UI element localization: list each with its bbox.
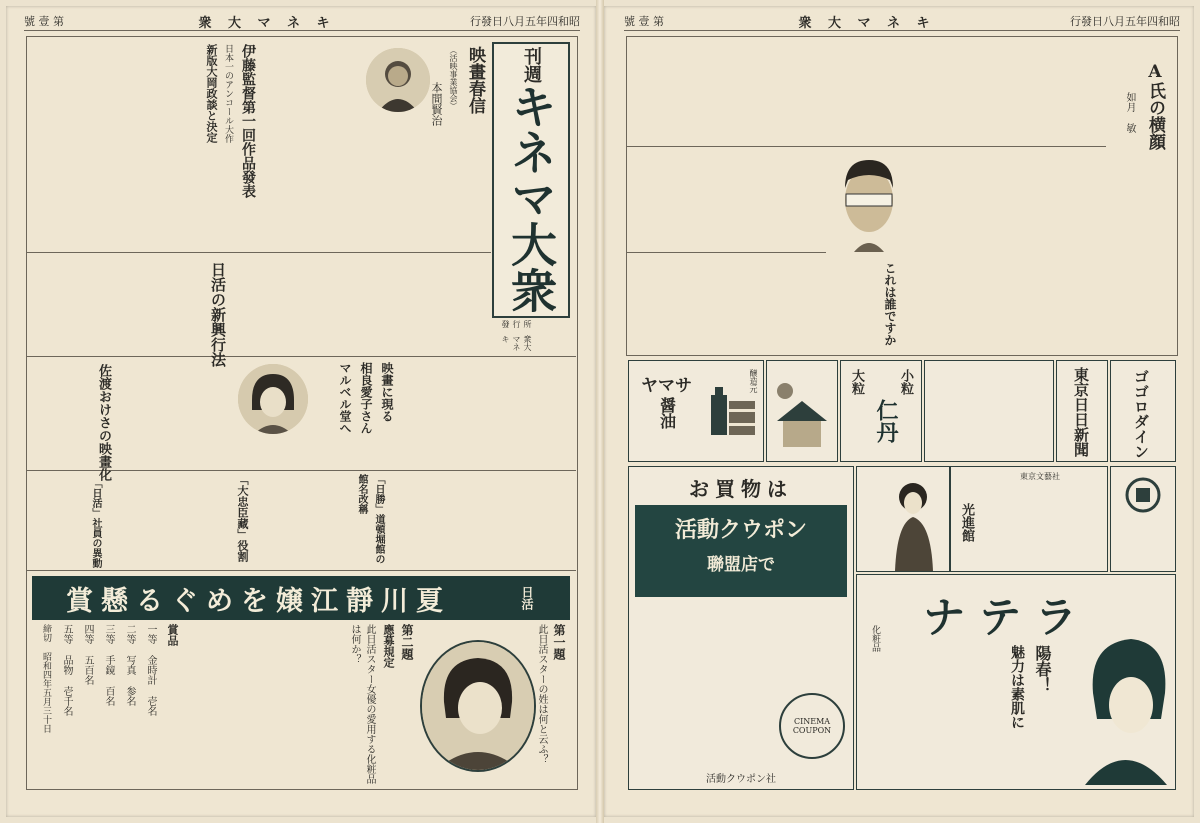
prize-3: 三等 手鏡 百名 <box>103 624 114 706</box>
kimono-ad[interactable] <box>856 466 950 572</box>
author-portrait <box>366 48 430 112</box>
actress-portrait <box>238 364 308 434</box>
left-rule-4 <box>26 570 576 571</box>
feature-text-5 <box>1110 250 1170 350</box>
feature-title-group <box>1112 62 1168 242</box>
actress-caption-1: 映畫に現る <box>380 362 394 422</box>
gorgo-text: ゴゴロダイン <box>1132 369 1150 459</box>
staff-headline: 「日活」社員の異動 <box>90 478 101 568</box>
ito-headline-group <box>184 44 258 248</box>
ito-sub-1: 日本一のアンコール大作 <box>223 44 233 143</box>
feature-text-4 <box>910 150 1106 350</box>
feature-text-2 <box>630 150 826 248</box>
left-rule-1 <box>26 252 491 253</box>
contest-rules: 應募規定 <box>382 624 395 668</box>
text-ad-copy <box>929 365 1049 457</box>
question-2-group <box>349 624 416 784</box>
prize-2: 二等 写真 参名 <box>124 624 135 706</box>
right-masthead-date: 行發日八月五年四和昭 <box>1069 15 1180 28</box>
right-masthead-title: 衆 大 マ ネ キ <box>798 15 936 31</box>
jintan-tag: 大粒 <box>849 369 864 395</box>
left-article-text-4 <box>236 258 486 352</box>
emblem-icon <box>1125 477 1161 513</box>
left-rule-2 <box>26 356 576 357</box>
naterra-brand: ナテラ <box>923 593 1092 642</box>
publisher-label: 所行發 <box>501 320 532 328</box>
coupon-body-text <box>637 597 787 737</box>
kimono-lady-icon <box>857 467 949 571</box>
naterra-note: 化粧品 <box>870 625 880 652</box>
feature-title: A氏の横顔 <box>1145 62 1165 150</box>
left-article-text-10 <box>254 474 346 566</box>
contest-banner-text: 賞懸るぐめを嬢江靜川夏 <box>66 585 451 617</box>
jintan-brand: 仁丹 <box>873 399 899 443</box>
left-article-text-1 <box>262 40 360 248</box>
ito-sub-2: 新版大岡政談と決定 <box>205 44 218 143</box>
masked-face-icon <box>832 150 906 260</box>
feature-author: 如月 敏 <box>1124 92 1135 133</box>
left-masthead <box>24 12 580 31</box>
question-2-label: 第二題 <box>400 624 414 660</box>
coupon-badge-text: CINEMA COUPON <box>792 717 832 735</box>
quiz-question: これは誰ですか <box>883 262 897 346</box>
sado-headline: 佐渡おけさの映畫化 <box>96 364 111 481</box>
tokyo-nichinichi-text: 東京日日新聞 <box>1072 367 1090 457</box>
actress-caption-group <box>312 362 396 466</box>
publisher-name: 衆大マネキ <box>501 335 532 352</box>
coupon-head: 活動クウポン <box>674 517 807 543</box>
house-illustration-icon <box>767 361 837 461</box>
right-masthead-issue: 號 壹 第 <box>624 15 664 28</box>
left-masthead-title: 衆 大 マ ネ キ <box>198 15 336 31</box>
question-1-label: 第一題 <box>552 624 566 660</box>
yamasa-label: 醸造元 <box>749 369 758 393</box>
feature-text-1 <box>630 40 1108 142</box>
weekly-label: 刊週 <box>521 47 542 83</box>
prize-1: 一等 金時計 壱名 <box>145 624 156 716</box>
left-article-text-2 <box>30 40 180 248</box>
contest-rules-text <box>184 624 356 784</box>
prize-5: 五等 品物 壱千名 <box>61 624 72 716</box>
column-title-group <box>432 46 488 246</box>
gorgo-small-ad[interactable] <box>950 466 1108 572</box>
shopping-title: お買物は <box>689 477 793 501</box>
left-article-text-9 <box>106 474 206 566</box>
coupon-badge <box>779 693 845 759</box>
jintan-tag2: 小粒 <box>898 369 913 395</box>
naterra-tag2: 魅力は素肌に <box>1009 645 1025 729</box>
jintan-ad[interactable] <box>840 360 922 462</box>
text-ad-block[interactable] <box>924 360 1054 462</box>
yamasa-ad[interactable] <box>628 360 764 462</box>
naterra-lady-icon <box>1075 623 1171 785</box>
left-article-text-3 <box>30 258 200 352</box>
question-2-text: 此日活スター女優の愛用する化粧品は何か？ <box>349 624 375 784</box>
contest-deadline: 締切 昭和四年五月三十日 <box>41 624 51 733</box>
prize-heading: 賞品 <box>166 624 179 646</box>
naterra-tag-group <box>1007 645 1054 755</box>
question-1-text: 此日活スターの姓は何と云ふ？ <box>536 624 547 764</box>
quiz-face-box <box>832 150 906 350</box>
contest-banner <box>32 576 570 620</box>
coupon-sub: 聯盟店で <box>707 555 775 575</box>
right-masthead <box>624 12 1180 31</box>
left-article-text-5 <box>400 362 570 466</box>
left-article-text-7 <box>30 362 90 466</box>
column-heading: 映畫春信 <box>465 46 485 114</box>
yamasa-brand: ヤマサ <box>641 376 692 396</box>
column-note: （活映事業協会） <box>449 46 458 110</box>
left-masthead-issue: 號 壹 第 <box>24 15 64 28</box>
prize-4: 四等 五百名 <box>82 624 93 685</box>
nichisho-group <box>350 474 386 566</box>
nichisho-headline: 「日勝」道頓堀館の <box>373 474 384 564</box>
column-author: 本間賢治 <box>430 82 443 126</box>
publisher-box <box>500 320 533 354</box>
yamasa-text-group <box>641 375 692 429</box>
actress-caption-2: 相良愛子さん <box>359 362 373 434</box>
contest-sponsor: 日活 <box>520 586 534 610</box>
kotobuki-text: 光進館 <box>959 503 974 542</box>
yamasa-product: 醤油 <box>657 397 677 429</box>
question-1-group <box>536 624 568 784</box>
weekly-title-box <box>492 42 570 318</box>
naterra-tag: 陽春！ <box>1033 645 1052 693</box>
left-article-text-6 <box>118 362 234 466</box>
tokyo-nichinichi-ad[interactable] <box>1056 360 1108 462</box>
coupon-footer: 活動クウポン社 <box>706 774 776 785</box>
nikkatsu-headline: 日活の新興行法 <box>209 262 227 367</box>
coupon-ad[interactable] <box>628 466 854 790</box>
emblem-ad[interactable] <box>1110 466 1176 572</box>
chushingura-headline: 「大忠臣藏」役割 <box>236 474 249 562</box>
chushingura-group <box>210 474 250 566</box>
coupon-banner <box>635 505 847 597</box>
gorgo-ad[interactable] <box>1110 360 1176 462</box>
weekly-title: キネマ大衆 <box>504 83 558 313</box>
left-masthead-date: 行發日八月五年四和昭 <box>469 15 580 28</box>
feature-text-3 <box>630 256 826 350</box>
ito-headline: 伊藤監督第一回作品發表 <box>240 44 256 198</box>
left-article-text-11 <box>392 474 570 566</box>
left-article-text-8 <box>30 474 84 566</box>
naterra-ad[interactable] <box>856 574 1176 790</box>
prize-list <box>36 624 180 784</box>
right-rule-1 <box>626 146 1106 147</box>
actress-caption-3: マルベル堂へ <box>338 362 352 434</box>
page-fold <box>596 0 604 823</box>
illustration-ad[interactable] <box>766 360 838 462</box>
soy-barrel-icon <box>707 383 757 443</box>
contest-actress-portrait <box>420 640 536 772</box>
nichisho-sub: 館名改稱 <box>356 474 367 514</box>
right-rule-2 <box>626 252 826 253</box>
gorgo-small-text: 東京文藝社 <box>1020 472 1060 481</box>
